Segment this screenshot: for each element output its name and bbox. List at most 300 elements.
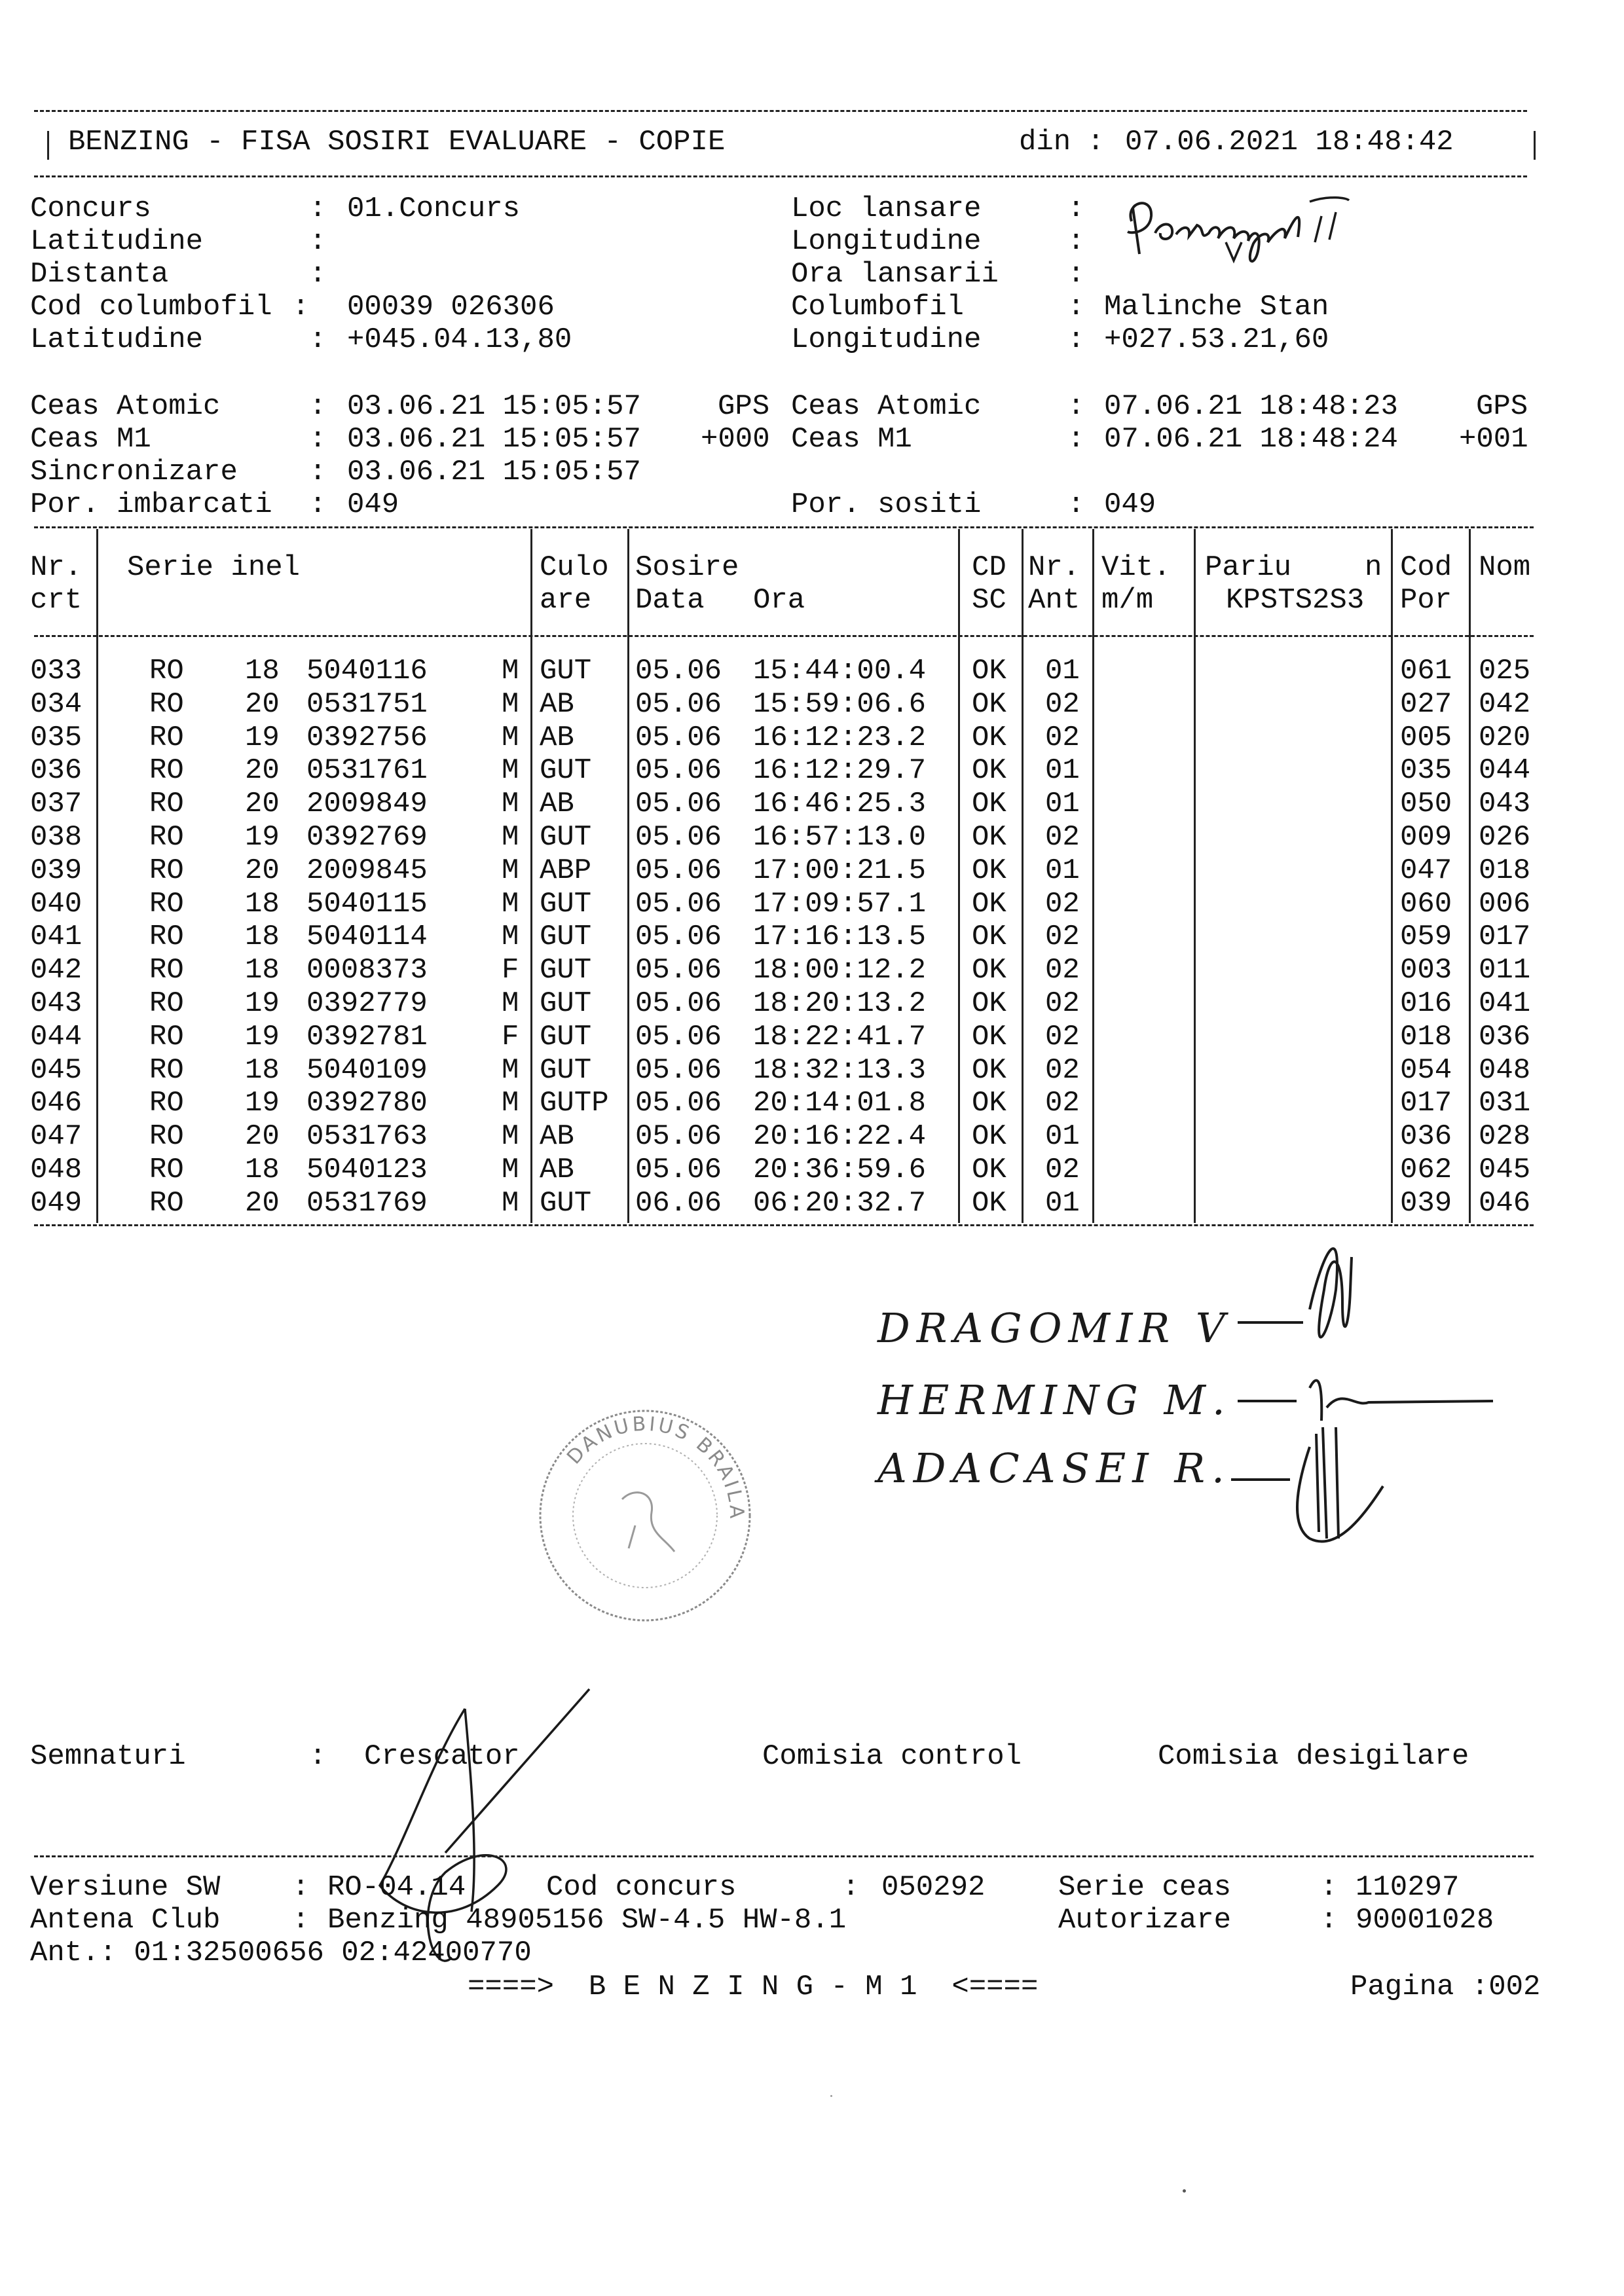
cell-nom: 042: [1479, 687, 1531, 721]
signature-crescator-label: Crescator: [364, 1740, 520, 1773]
cell-culoare: GUT: [540, 954, 592, 987]
footer-colon: :: [292, 1904, 310, 1937]
cell-cod: 009: [1400, 821, 1452, 854]
cell-cd: OK: [972, 721, 1006, 754]
cell-tara: RO: [149, 1186, 184, 1220]
cell-cd: OK: [972, 1154, 1006, 1186]
cell-nom: 006: [1479, 887, 1531, 920]
cell-data: 05.06: [635, 1087, 722, 1120]
cell-cd: OK: [972, 821, 1006, 854]
cell-ant: 02: [1045, 954, 1080, 987]
cell-cod: 054: [1400, 1053, 1452, 1087]
cell-inel: 0531769: [306, 1186, 428, 1220]
cell-ora: 15:59:06.6: [753, 687, 927, 721]
cell-inel: 0392779: [306, 987, 428, 1020]
cell-cod: 059: [1400, 920, 1452, 954]
info-value: +045.04.13,80: [347, 323, 572, 356]
cell-data: 05.06: [635, 1020, 722, 1053]
cell-an: 19: [245, 1020, 280, 1053]
clock-value: 07.06.21 18:48:24: [1104, 423, 1398, 456]
cell-an: 18: [245, 655, 280, 687]
cell-inel: 2009849: [306, 788, 428, 821]
clock-colon: :: [1067, 488, 1085, 521]
cell-tara: RO: [149, 1154, 184, 1186]
footer-versiune-label: Versiune SW: [30, 1871, 221, 1904]
cell-cd: OK: [972, 754, 1006, 788]
cell-cod: 035: [1400, 754, 1452, 788]
info-colon: :: [309, 258, 327, 291]
cell-data: 05.06: [635, 1053, 722, 1087]
cell-ora: 20:36:59.6: [753, 1154, 927, 1186]
header-left-border: [47, 131, 49, 160]
cell-nr: 033: [30, 655, 83, 687]
cell-nr: 046: [30, 1087, 83, 1120]
header-nom: Nom: [1479, 551, 1531, 584]
cell-data: 05.06: [635, 754, 722, 788]
header-mm: m/m: [1101, 584, 1154, 617]
column-separator: [627, 529, 629, 1223]
info-colon: :: [309, 192, 327, 225]
cell-ant: 02: [1045, 687, 1080, 721]
cell-nom: 025: [1479, 655, 1531, 687]
header-ora: Ora: [753, 584, 805, 617]
cell-culoare: GUT: [540, 1186, 592, 1220]
cell-culoare: AB: [540, 788, 574, 821]
cell-ora: 18:00:12.2: [753, 954, 927, 987]
footer-serie-ceas-label: Serie ceas: [1058, 1871, 1232, 1904]
cell-an: 20: [245, 1186, 280, 1220]
cell-ora: 18:20:13.2: [753, 987, 927, 1020]
clock-extra: GPS: [718, 390, 770, 423]
cell-cod: 018: [1400, 1020, 1452, 1053]
cell-cd: OK: [972, 655, 1006, 687]
header-pariu-n: n: [1365, 551, 1382, 584]
cell-data: 05.06: [635, 788, 722, 821]
cell-sex: M: [502, 721, 519, 754]
cell-nr: 041: [30, 920, 83, 954]
cell-ant: 02: [1045, 887, 1080, 920]
info-colon: :: [1067, 225, 1085, 258]
cell-nom: 048: [1479, 1053, 1531, 1087]
cell-culoare: AB: [540, 687, 574, 721]
cell-cod: 017: [1400, 1087, 1452, 1120]
cell-sex: M: [502, 754, 519, 788]
clock-colon: :: [309, 488, 327, 521]
cell-cd: OK: [972, 687, 1006, 721]
header-pariu: Pariu: [1205, 551, 1292, 584]
cell-an: 19: [245, 821, 280, 854]
info-colon: :: [309, 323, 327, 356]
info-colon: :: [1067, 323, 1085, 356]
cell-ant: 02: [1045, 1020, 1080, 1053]
cell-tara: RO: [149, 987, 184, 1020]
cell-ant: 02: [1045, 920, 1080, 954]
header-crt: crt: [30, 584, 83, 617]
cell-cod: 047: [1400, 854, 1452, 887]
svg-text:ADACASEI R.: ADACASEI R.: [877, 1444, 1231, 1492]
cell-inel: 5040115: [306, 887, 428, 920]
info-colon: :: [1067, 192, 1085, 225]
info-colon: :: [292, 291, 310, 323]
cell-cod: 036: [1400, 1120, 1452, 1154]
cell-tara: RO: [149, 854, 184, 887]
cell-ora: 20:16:22.4: [753, 1120, 927, 1154]
cell-tara: RO: [149, 887, 184, 920]
cell-nr: 042: [30, 954, 83, 987]
cell-data: 06.06: [635, 1186, 722, 1220]
cell-sex: M: [502, 1087, 519, 1120]
cell-tara: RO: [149, 754, 184, 788]
cell-cod: 060: [1400, 887, 1452, 920]
info-label: Cod columbofil: [30, 291, 272, 323]
cell-culoare: GUT: [540, 655, 592, 687]
cell-cod: 039: [1400, 1186, 1452, 1220]
cell-ora: 18:22:41.7: [753, 1020, 927, 1053]
cell-nom: 011: [1479, 954, 1531, 987]
cell-nr: 040: [30, 887, 83, 920]
column-separator: [1092, 529, 1094, 1223]
cell-sex: M: [502, 1053, 519, 1087]
cell-nr: 043: [30, 987, 83, 1020]
clock-label: Ceas M1: [30, 423, 151, 456]
cell-culoare: GUTP: [540, 1087, 609, 1120]
clock-value: 07.06.21 18:48:23: [1104, 390, 1398, 423]
cell-an: 18: [245, 954, 280, 987]
svg-text:DANUBIUS BRAILA: DANUBIUS BRAILA: [563, 1412, 748, 1522]
cell-culoare: GUT: [540, 821, 592, 854]
cell-cd: OK: [972, 854, 1006, 887]
cell-cd: OK: [972, 788, 1006, 821]
cell-nr: 044: [30, 1020, 83, 1053]
cell-culoare: GUT: [540, 754, 592, 788]
cell-an: 19: [245, 721, 280, 754]
cell-data: 05.06: [635, 821, 722, 854]
info-label: Longitudine: [791, 323, 982, 356]
cell-sex: M: [502, 821, 519, 854]
cell-sex: M: [502, 854, 519, 887]
scan-speck: [1183, 2189, 1186, 2193]
clock-colon: :: [1067, 423, 1085, 456]
cell-inel: 0531763: [306, 1120, 428, 1154]
cell-data: 05.06: [635, 1154, 722, 1186]
footer-serie-ceas-value: 110297: [1356, 1871, 1460, 1904]
info-colon: :: [1067, 291, 1085, 323]
clock-label: Por. sositi: [791, 488, 982, 521]
cell-sex: M: [502, 1120, 519, 1154]
report-date-label: din: [1019, 126, 1071, 158]
column-separator: [530, 529, 532, 1223]
cell-sex: M: [502, 687, 519, 721]
cell-inel: 0531761: [306, 754, 428, 788]
header-kpsts: KPSTS2S3: [1226, 584, 1365, 617]
header-nr: Nr.: [30, 551, 83, 584]
cell-nom: 026: [1479, 821, 1531, 854]
cell-an: 18: [245, 1053, 280, 1087]
signature-desigilare-label: Comisia desigilare: [1158, 1740, 1469, 1773]
header-sosire: Sosire: [635, 551, 739, 584]
report-date-colon: :: [1087, 126, 1105, 158]
clock-label: Por. imbarcati: [30, 488, 272, 521]
cell-culoare: AB: [540, 1154, 574, 1186]
cell-an: 20: [245, 754, 280, 788]
cell-cod: 050: [1400, 788, 1452, 821]
cell-cod: 027: [1400, 687, 1452, 721]
cell-cd: OK: [972, 987, 1006, 1020]
footer-colon: :: [1320, 1871, 1338, 1904]
header-cod: Cod: [1400, 551, 1452, 584]
cell-cod: 016: [1400, 987, 1452, 1020]
cell-inel: 0531751: [306, 687, 428, 721]
info-label: Longitudine: [791, 225, 982, 258]
cell-inel: 0008373: [306, 954, 428, 987]
cell-sex: F: [502, 1020, 519, 1053]
cell-ora: 16:57:13.0: [753, 821, 927, 854]
info-value: 01.Concurs: [347, 192, 521, 225]
clock-colon: :: [309, 390, 327, 423]
cell-data: 05.06: [635, 655, 722, 687]
cell-nr: 038: [30, 821, 83, 854]
clock-label: Sincronizare: [30, 456, 238, 488]
cell-nr: 048: [30, 1154, 83, 1186]
info-label: Latitudine: [30, 323, 204, 356]
cell-an: 20: [245, 854, 280, 887]
cell-nom: 043: [1479, 788, 1531, 821]
cell-sex: M: [502, 1154, 519, 1186]
cell-ora: 15:44:00.4: [753, 655, 927, 687]
info-value: 00039 026306: [347, 291, 555, 323]
cell-nom: 041: [1479, 987, 1531, 1020]
cell-tara: RO: [149, 954, 184, 987]
cell-sex: M: [502, 920, 519, 954]
cell-culoare: GUT: [540, 920, 592, 954]
cell-ora: 20:14:01.8: [753, 1087, 927, 1120]
header-bottom-rule: [34, 175, 1527, 177]
handwritten-release-location: [1113, 182, 1395, 280]
cell-culoare: GUT: [540, 1020, 592, 1053]
cell-tara: RO: [149, 920, 184, 954]
cell-sex: M: [502, 655, 519, 687]
cell-tara: RO: [149, 821, 184, 854]
cell-inel: 0392780: [306, 1087, 428, 1120]
header-culoare: Culo: [540, 551, 609, 584]
cell-sex: F: [502, 954, 519, 987]
cell-nr: 047: [30, 1120, 83, 1154]
cell-ant: 02: [1045, 721, 1080, 754]
cell-ant: 01: [1045, 788, 1080, 821]
cell-an: 20: [245, 1120, 280, 1154]
header-nr-ant: Nr.: [1028, 551, 1080, 584]
scan-speck: [830, 2095, 832, 2097]
cell-an: 19: [245, 987, 280, 1020]
clock-extra: +001: [1459, 423, 1528, 456]
header-data: Data: [635, 584, 705, 617]
footer-antena-value: Benzing 48905156 SW-4.5 HW-8.1: [327, 1904, 847, 1937]
cell-an: 20: [245, 687, 280, 721]
info-label: Loc lansare: [791, 192, 982, 225]
page-number: Pagina :002: [1350, 1971, 1541, 2003]
cell-cd: OK: [972, 1020, 1006, 1053]
cell-nom: 036: [1479, 1020, 1531, 1053]
cell-ant: 01: [1045, 854, 1080, 887]
cell-data: 05.06: [635, 1120, 722, 1154]
cell-an: 19: [245, 1087, 280, 1120]
cell-tara: RO: [149, 1020, 184, 1053]
clock-colon: :: [309, 456, 327, 488]
cell-ora: 16:12:23.2: [753, 721, 927, 754]
cell-ant: 01: [1045, 1186, 1080, 1220]
info-colon: :: [1067, 258, 1085, 291]
cell-ora: 17:09:57.1: [753, 887, 927, 920]
cell-nr: 049: [30, 1186, 83, 1220]
cell-nom: 044: [1479, 754, 1531, 788]
info-label: Columbofil: [791, 291, 965, 323]
footer-autorizare-value: 90001028: [1356, 1904, 1494, 1937]
footer-colon: :: [292, 1871, 310, 1904]
footer-colon: :: [1320, 1904, 1338, 1937]
signatures-label: Semnaturi: [30, 1740, 186, 1773]
cell-sex: M: [502, 987, 519, 1020]
clock-value: 03.06.21 15:05:57: [347, 456, 641, 488]
cell-an: 18: [245, 920, 280, 954]
commission-signature: [1211, 1211, 1506, 1565]
clock-value: 049: [1104, 488, 1156, 521]
column-separator: [96, 529, 98, 1223]
info-label: Distanta: [30, 258, 169, 291]
cell-ant: 02: [1045, 821, 1080, 854]
cell-ant: 02: [1045, 1087, 1080, 1120]
svg-text:DRAGOMIR V: DRAGOMIR V: [877, 1304, 1232, 1352]
clock-label: Ceas Atomic: [791, 390, 982, 423]
footer-colon: :: [842, 1871, 860, 1904]
cell-culoare: AB: [540, 1120, 574, 1154]
cell-culoare: AB: [540, 721, 574, 754]
cell-data: 05.06: [635, 920, 722, 954]
footer-antena-label: Antena Club: [30, 1904, 221, 1937]
header-ant: Ant: [1028, 584, 1080, 617]
header-top-rule: [34, 110, 1527, 112]
cell-inel: 0392756: [306, 721, 428, 754]
cell-ora: 17:00:21.5: [753, 854, 927, 887]
cell-inel: 5040109: [306, 1053, 428, 1087]
cell-nr: 036: [30, 754, 83, 788]
cell-ant: 01: [1045, 754, 1080, 788]
cell-cd: OK: [972, 1120, 1006, 1154]
cell-ant: 02: [1045, 987, 1080, 1020]
info-label: Ora lansarii: [791, 258, 999, 291]
cell-nr: 045: [30, 1053, 83, 1087]
cell-tara: RO: [149, 1053, 184, 1087]
cell-ant: 02: [1045, 1154, 1080, 1186]
clock-value: 049: [347, 488, 399, 521]
svg-text:HERMING M.: HERMING M.: [877, 1376, 1232, 1424]
cell-cod: 003: [1400, 954, 1452, 987]
cell-tara: RO: [149, 1120, 184, 1154]
cell-inel: 0392781: [306, 1020, 428, 1053]
cell-nom: 046: [1479, 1186, 1531, 1220]
cell-ant: 02: [1045, 1053, 1080, 1087]
cell-nom: 017: [1479, 920, 1531, 954]
cell-nom: 031: [1479, 1087, 1531, 1120]
footer-top-rule: [34, 1855, 1534, 1857]
cell-sex: M: [502, 788, 519, 821]
footer-cod-concurs-label: Cod concurs: [546, 1871, 737, 1904]
cell-ora: 18:32:13.3: [753, 1053, 927, 1087]
cell-an: 18: [245, 887, 280, 920]
clock-extra: +000: [701, 423, 770, 456]
clock-value: 03.06.21 15:05:57: [347, 390, 641, 423]
cell-inel: 5040123: [306, 1154, 428, 1186]
cell-data: 05.06: [635, 721, 722, 754]
cell-data: 05.06: [635, 954, 722, 987]
footer-versiune-value: RO-04.14: [327, 1871, 466, 1904]
column-separator: [1194, 529, 1196, 1223]
info-label: Concurs: [30, 192, 151, 225]
header-sc: SC: [972, 584, 1006, 617]
footer-cod-concurs-value: 050292: [881, 1871, 986, 1904]
cell-data: 05.06: [635, 687, 722, 721]
info-label: Latitudine: [30, 225, 204, 258]
clock-label: Ceas M1: [791, 423, 912, 456]
cell-tara: RO: [149, 687, 184, 721]
clock-colon: :: [1067, 390, 1085, 423]
cell-nr: 035: [30, 721, 83, 754]
cell-culoare: ABP: [540, 854, 592, 887]
cell-inel: 5040116: [306, 655, 428, 687]
cell-ora: 06:20:32.7: [753, 1186, 927, 1220]
cell-culoare: GUT: [540, 887, 592, 920]
cell-data: 05.06: [635, 987, 722, 1020]
footer-antennas: Ant.: 01:32500656 02:42400770: [30, 1937, 532, 1969]
header-serie-inel: Serie inel: [127, 551, 301, 584]
cell-cd: OK: [972, 1087, 1006, 1120]
column-separator: [1469, 529, 1471, 1223]
column-separator: [958, 529, 960, 1223]
cell-cod: 062: [1400, 1154, 1452, 1186]
cell-nom: 028: [1479, 1120, 1531, 1154]
cell-culoare: GUT: [540, 1053, 592, 1087]
header-cd: CD: [972, 551, 1006, 584]
cell-data: 05.06: [635, 854, 722, 887]
clock-label: Ceas Atomic: [30, 390, 221, 423]
clock-extra: GPS: [1476, 390, 1528, 423]
cell-tara: RO: [149, 788, 184, 821]
cell-cd: OK: [972, 920, 1006, 954]
cell-ora: 16:46:25.3: [753, 788, 927, 821]
info-colon: :: [309, 225, 327, 258]
cell-cod: 061: [1400, 655, 1452, 687]
header-por: Por: [1400, 584, 1452, 617]
info-value: Malinche Stan: [1104, 291, 1329, 323]
cell-nom: 018: [1479, 854, 1531, 887]
report-date: 07.06.2021 18:48:42: [1125, 126, 1454, 158]
header-culoare-2: are: [540, 584, 592, 617]
cell-tara: RO: [149, 1087, 184, 1120]
cell-inel: 2009845: [306, 854, 428, 887]
signatures-colon: :: [309, 1740, 327, 1773]
cell-culoare: GUT: [540, 987, 592, 1020]
cell-tara: RO: [149, 721, 184, 754]
column-separator: [1022, 529, 1024, 1223]
footer-brand: ====> B E N Z I N G - M 1 <====: [468, 1971, 1039, 2003]
cell-cd: OK: [972, 954, 1006, 987]
cell-ant: 01: [1045, 1120, 1080, 1154]
cell-inel: 5040114: [306, 920, 428, 954]
cell-an: 20: [245, 788, 280, 821]
cell-cd: OK: [972, 887, 1006, 920]
column-separator: [1391, 529, 1393, 1223]
cell-nr: 039: [30, 854, 83, 887]
header-vit: Vit.: [1101, 551, 1171, 584]
